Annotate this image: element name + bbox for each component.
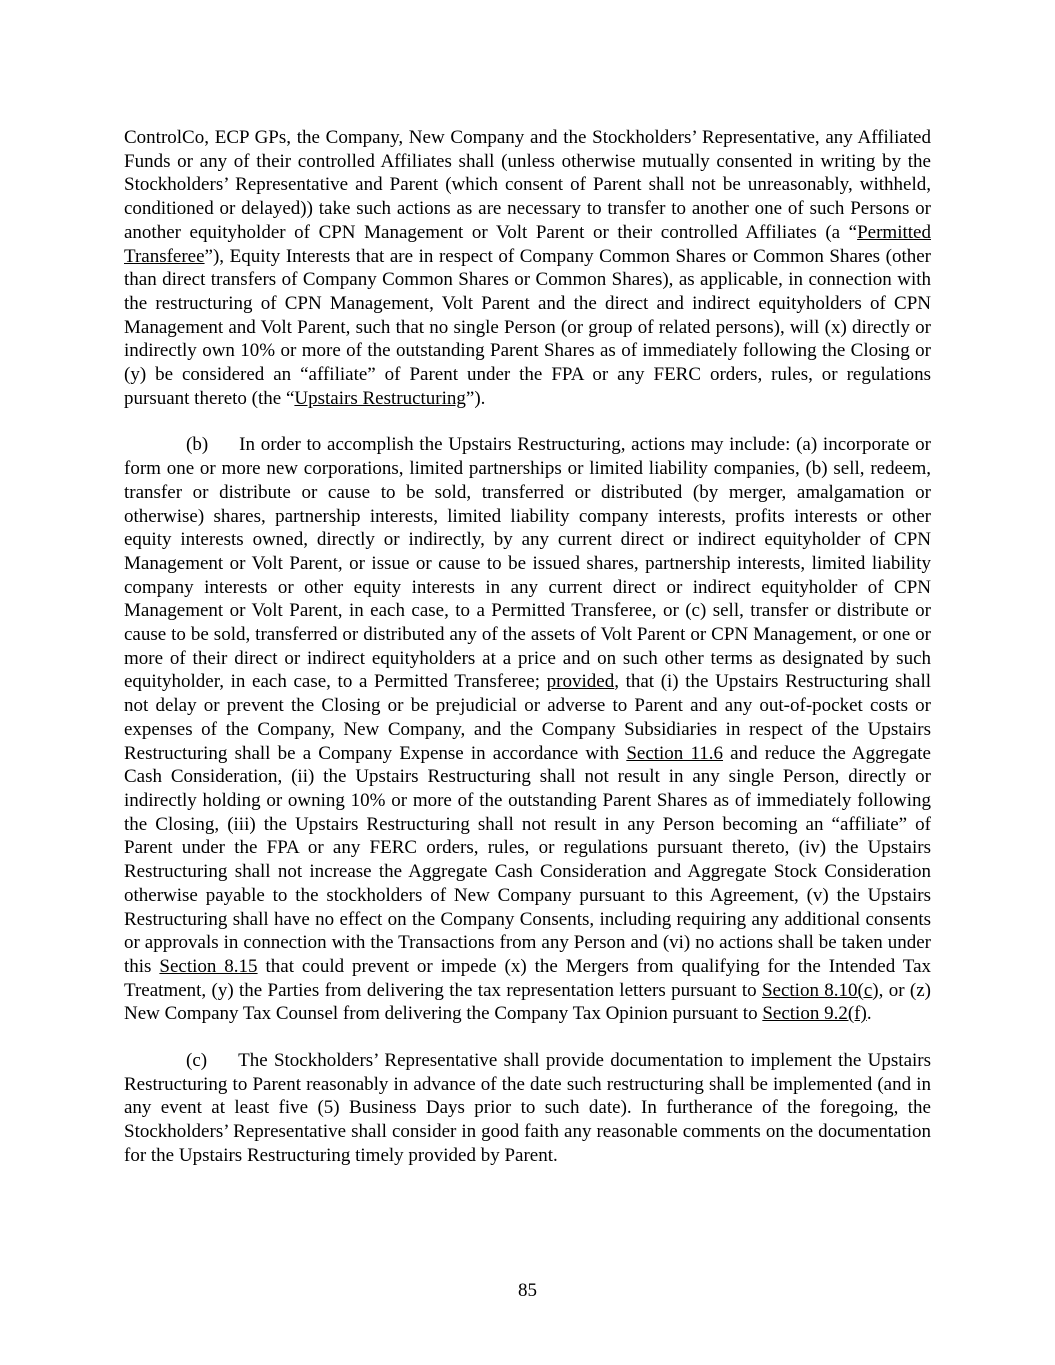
paragraph-a-continuation (124, 126, 931, 410)
section-ref-9-2-f[interactable]: Section 9.2(f) (762, 1003, 867, 1025)
defined-term-permitted-transferee: Permitted Transferee (124, 221, 931, 267)
section-ref-11-6[interactable]: Section 11.6 (626, 742, 724, 764)
page-number: 85 (518, 1280, 537, 1301)
paragraph-a-text-3: ”). (465, 387, 486, 409)
section-ref-8-10-c[interactable]: Section 8.10(c) (761, 979, 879, 1001)
paragraph-b-text-4: that could prevent or impede (x) the Mergers from qualifying for the Intended Tax Treatment, (y) the Parties from delivering the tax representation letters pursuant to (124, 955, 932, 1001)
paragraph-b-text-5: , or (z) New Company Tax Counsel from delivering the Company Tax Opinion pursuant to (124, 979, 931, 1025)
paragraph-c-text: The Stockholders’ Representative shall provide documentation to implement the Upstairs Restructuring to Parent reasonably in advance of the date such restructuring shall be implemented (and in any event at least five (5) Business Days prior to such date). In furtherance of the foregoing, the Stockholders’ Representative shall consider in good faith any reasonable comments on the documentation for the Upstairs Restructuring timely provided by Parent. (124, 1050, 931, 1166)
paragraph-b (124, 433, 931, 1026)
paragraph-a-text-1: ControlCo, ECP GPs, the Company, New Company and the Stockholders’ Representative, any Affiliated Funds or any of their controlled Affiliates shall (unless otherwise mutually consented in writing by the Stockholders’ Representative and Parent (which consent of Parent shall not be unreasonably, withheld, conditioned or delayed)) take such actions as are necessary to transfer to another one of such Persons or another equityholder of CPN Management or Volt Parent or their controlled Affiliates (a “ (124, 127, 931, 243)
provided-term: provided (546, 671, 615, 693)
document-page (124, 126, 931, 1168)
paragraph-b-text-1: In order to accomplish the Upstairs Restructuring, actions may include: (a) incorporate or form one or more new corporations, limited partnerships or limited liability companies, (b) sell, redeem, transfer or distribute or cause to be sold, transferred or distributed (by merger, amalgamation or otherwise) shares, partnership interests, limited liability company interests, profits interests or other equity interests owned, directly or indirectly, by any current direct or indirect equityholder of CPN Management or Volt Parent, or issue or cause to be issued shares, partnership interests, limited liability company interests or other equity interests in any current direct or indirect equityholder of CPN Management or Volt Parent, in each case, to a Permitted Transferee, or (c) sell, transfer or distribute or cause to be sold, transferred or distributed any of the assets of Volt Parent or CPN Management, or one or more of their direct or indirect equityholders at a price and on such other terms as designated by such equityholder, in each case, to a Permitted Transferee; (124, 434, 931, 693)
paragraph-b-text-6: . (866, 1003, 872, 1025)
paragraph-c (124, 1049, 931, 1168)
section-ref-8-15[interactable]: Section 8.15 (159, 955, 258, 977)
paragraph-b-text-3: and reduce the Aggregate Cash Consideration, (ii) the Upstairs Restructuring shall not result in any single Person, directly or indirectly holding or owning 10% or more of the outstanding Parent Shares as of immediately following the Closing, (iii) the Upstairs Restructuring shall not result in any Person becoming an “affiliate” of Parent under the FPA or any FERC orders, rules, or regulations pursuant thereto, (iv) the Upstairs Restructuring shall not increase the Aggregate Cash Consideration and Aggregate Stock Consideration otherwise payable to the stockholders of New Company pursuant to this Agreement, (v) the Upstairs Restructuring shall have no effect on the Company Consents, including requiring any additional consents or approvals in connection with the Transactions from any Person and (vi) no actions shall be taken under this (124, 742, 931, 977)
paragraph-b-label: (b) (186, 434, 209, 456)
paragraph-a-text-2: ”), Equity Interests that are in respect of Company Common Shares or Common Shares (other than direct transfers of Company Common Shares or Common Shares), as applicable, in connection with the restructuring of CPN Management, Volt Parent and the direct and indirect equityholders of CPN Management and Volt Parent, such that no single Person (or group of related persons), will (x) directly or indirectly own 10% or more of the outstanding Parent Shares as of immediately following the Closing or (y) be considered an “affiliate” of Parent under the FPA or any FERC orders, rules, or regulations pursuant thereto (the “ (124, 245, 931, 409)
paragraph-b-text-2: , that (i) the Upstairs Restructuring shall not delay or prevent the Closing or be prejudicial or adverse to Parent and any out-of-pocket costs or expenses of the Company, New Company, and the Company Subsidiaries in respect of the Upstairs Restructuring shall be a Company Expense in accordance with (124, 671, 932, 764)
defined-term-upstairs-restructuring: Upstairs Restructuring (294, 387, 466, 409)
paragraph-c-label: (c) (186, 1050, 208, 1072)
